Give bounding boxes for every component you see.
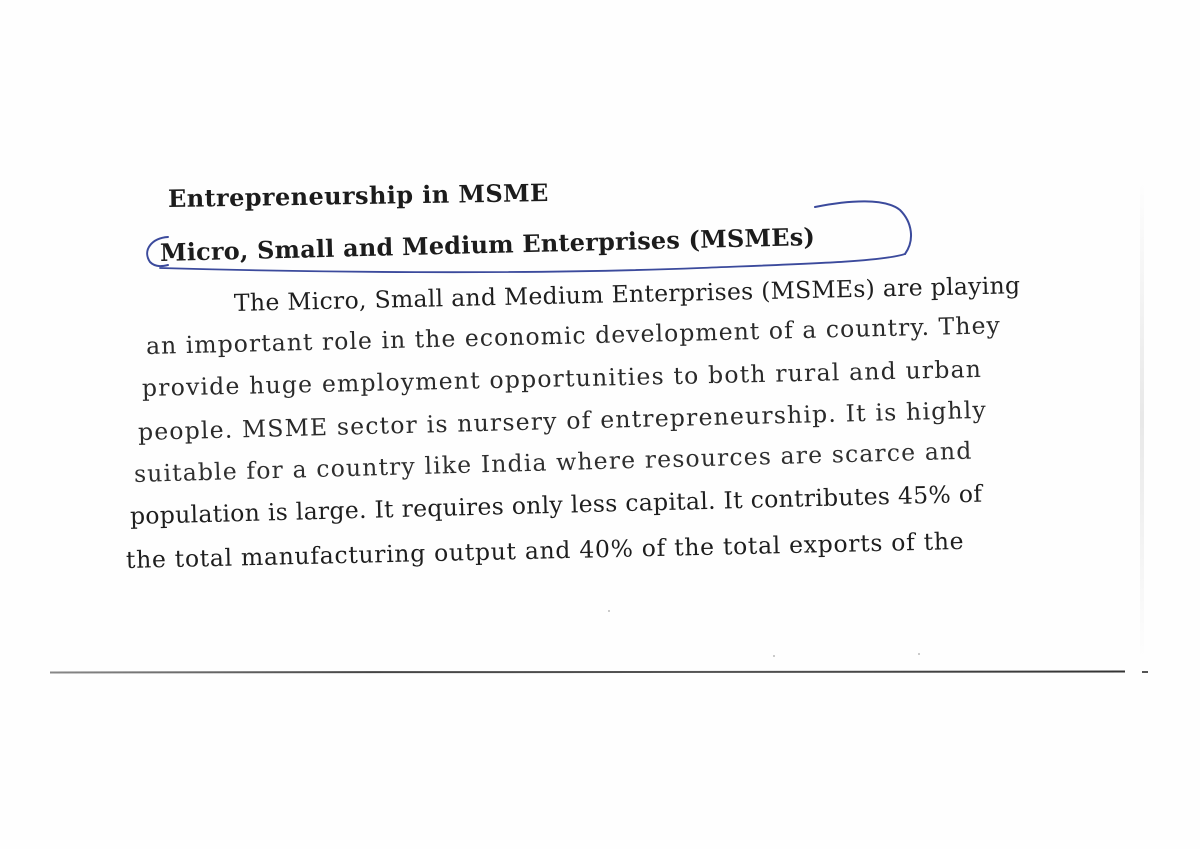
scan-speck [608, 610, 610, 612]
paragraph-line: the total manufacturing output and 40% of the total exports of the [125, 526, 965, 574]
paragraph-line: an important role in the economic development of a country. They [145, 311, 1002, 360]
scan-speck [918, 653, 920, 655]
page-divider [50, 671, 1125, 674]
scan-shadow [1140, 180, 1144, 660]
paragraph-line: suitable for a country like India where resources are scarce and [133, 436, 973, 488]
divider-fragment [1142, 671, 1148, 673]
section-heading: Entrepreneurship in MSME [167, 178, 549, 213]
pen-top-stroke [815, 201, 911, 254]
paragraph-line: The Micro, Small and Medium Enterprises (MSMEs) are playing [233, 271, 1021, 317]
section-subheading: Micro, Small and Medium Enterprises (MSMEs) [159, 221, 816, 267]
paragraph-line: population is large. It requires only less capital. It contributes 45% of [129, 479, 983, 530]
paragraph-line: people. MSME sector is nursery of entrepreneurship. It is highly [137, 395, 988, 446]
paragraph-line: provide huge employment opportunities to both rural and urban [141, 354, 983, 402]
scan-speck [773, 655, 775, 657]
